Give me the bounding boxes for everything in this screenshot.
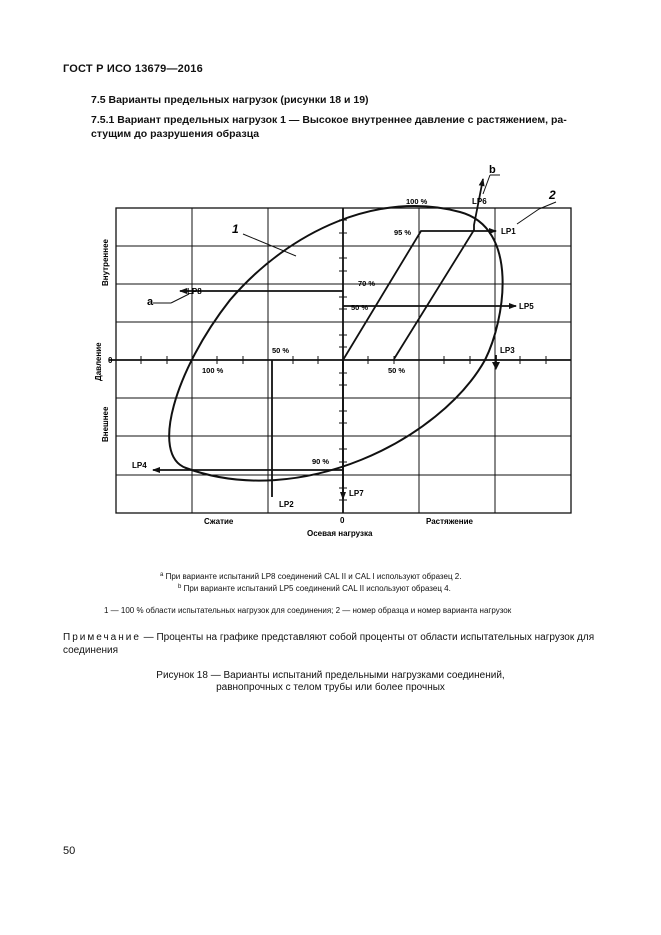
label-50-upper: 50 % — [351, 303, 369, 312]
x-right-label: Растяжение — [426, 517, 473, 526]
label-100-left: 100 % — [202, 366, 224, 375]
y-upper-label: Внутреннее — [101, 239, 110, 286]
label-lp4: LP4 — [132, 461, 147, 470]
footnote-a-text: При варианте испытаний LP8 соединений CAL II и CAL I используют образец 2. — [165, 572, 462, 581]
y-lower-label: Внешнее — [101, 406, 110, 442]
label-50-left: 50 % — [272, 346, 290, 355]
figure-legend: 1 — 100 % области испытательных нагрузок для соединения; 2 — номер образца и номер варианта нагрузок — [104, 606, 512, 615]
label-lp7: LP7 — [349, 489, 364, 498]
subsection-heading-line1: 7.5.1 Вариант предельных нагрузок 1 — Высокое внутреннее давление с растяжением, ра- — [91, 114, 567, 126]
callout-b: b — [489, 164, 496, 176]
y-axis-label: Давление — [94, 342, 103, 381]
label-90: 90 % — [312, 457, 330, 466]
footnote-a-mark: a — [160, 572, 164, 578]
label-lp5: LP5 — [519, 302, 534, 311]
footnote-b — [178, 584, 451, 593]
footnote-b-text: При варианте испытаний LP5 соединений CAL II используют образец 4. — [183, 584, 451, 593]
lp4-path — [153, 360, 343, 470]
test-load-envelope — [169, 206, 502, 481]
figure-note — [63, 631, 603, 657]
x-axis-label: Осевая нагрузка — [307, 529, 373, 538]
label-lp1: LP1 — [501, 227, 516, 236]
label-lp2: LP2 — [279, 500, 294, 509]
label-70: 70 % — [358, 279, 376, 288]
page-number: 50 — [63, 845, 76, 857]
callout-2: 2 — [549, 188, 556, 202]
label-lp8: LP8 — [187, 287, 202, 296]
label-100-top: 100 % — [406, 197, 428, 206]
section-heading: 7.5 Варианты предельных нагрузок (рисунки 18 и 19) — [91, 94, 369, 106]
note-text: — Проценты на графике представляют собой проценты от области испытательных нагрузок для соединения — [63, 632, 595, 656]
footnote-b-mark: b — [178, 584, 182, 590]
label-lp6: LP6 — [472, 197, 487, 206]
label-lp3: LP3 — [500, 346, 515, 355]
figure-caption-line1: Рисунок 18 — Варианты испытаний предельными нагрузками соединений, — [156, 670, 505, 681]
figure-caption-line2: равнопрочных с телом трубы или более прочных — [216, 682, 445, 693]
callout-a: a — [147, 296, 154, 308]
x-left-label: Сжатие — [204, 517, 234, 526]
load-paths — [153, 179, 516, 499]
note-label: Примечание — [63, 632, 141, 643]
subsection-heading-line2: стущим до разрушения образца — [91, 128, 260, 140]
lp3-arrowhead — [492, 362, 500, 370]
document-header: ГОСТ Р ИСО 13679—2016 — [63, 63, 203, 75]
origin-y-label: 0 — [108, 356, 113, 365]
label-95: 95 % — [394, 228, 412, 237]
footnote-a — [160, 572, 461, 581]
callout-1: 1 — [232, 222, 239, 236]
origin-x-label: 0 — [340, 516, 345, 525]
label-50-right: 50 % — [388, 366, 406, 375]
